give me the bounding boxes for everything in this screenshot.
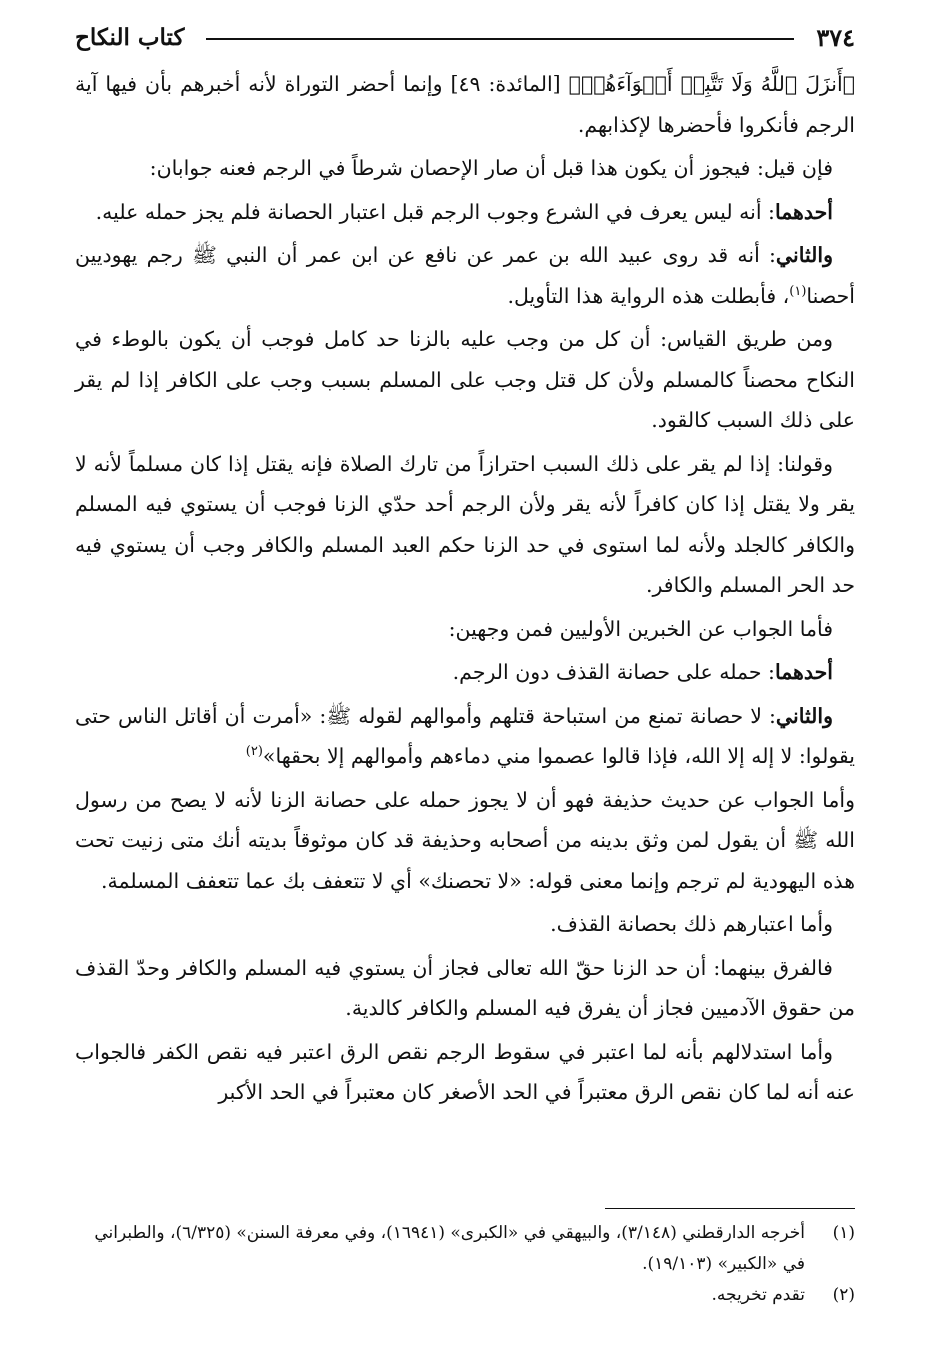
paragraph-text: وأما الجواب عن حديث حذيفة فهو أن لا يجوز حمله على حصانة الزنا لأنه لا يصح من رسول الله ﷺ أن يقول لمن وثق بدينه من أصحابه وحذيفة قد كان موثوقاً بديته أنك متى زنيت تحت هذه اليهودية لم ترجم وإنما معنى قوله: «لا تحصنك» أي لا تتعفف بك عما تتعفف المسلمة. bbox=[75, 787, 855, 893]
main-text bbox=[75, 64, 855, 1113]
footnotes bbox=[75, 1218, 855, 1311]
paragraph-text: وأما استدلالهم بأنه لما اعتبر في سقوط الرجم نقص الرق اعتبر فيه نقص الكفر فالجواب عنه أنه لما كان نقص الرق معتبراً في الحد الأصغر كان معتبراً في الحد الأكبر bbox=[75, 1039, 855, 1104]
header-rule bbox=[206, 38, 794, 40]
paragraph-text: فأما الجواب عن الخبرين الأوليين فمن وجهين: bbox=[448, 616, 833, 641]
footnote bbox=[75, 1280, 855, 1311]
paragraph-lead: أحدهما bbox=[774, 199, 833, 224]
book-title: كتاب النكاح bbox=[75, 23, 185, 51]
paragraph bbox=[75, 192, 855, 233]
footnote-text: تقدم تخريجه. bbox=[711, 1285, 805, 1305]
page-number: ٣٧٤ bbox=[816, 22, 855, 52]
paragraph-text: وقولنا: إذا لم يقر على ذلك السبب احترازاً من تارك الصلاة فإنه يقتل إذا كان مسلماً لأنه لا يقر ولا يقتل إذا كان كافراً لأنه يقر ولأن الرجم أحد حدّي الزنا فوجب أن يستوي فيه المسلم والكافر كالجلد ولأنه لما استوى في حد الزنا حكم العبد المسلم والكافر وجب أن يستوي فيه حد الحر المسلم والكافر. bbox=[75, 451, 855, 597]
paragraph-text: ، فأبطلت هذه الرواية هذا التأويل. bbox=[507, 283, 790, 308]
footnote bbox=[75, 1218, 855, 1280]
paragraph-text: فإن قيل: فيجوز أن يكون هذا قبل أن صار الإحصان شرطاً في الرجم فعنه جوابان: bbox=[149, 156, 833, 180]
paragraph bbox=[75, 609, 855, 650]
paragraph bbox=[75, 148, 855, 189]
page-header bbox=[75, 20, 855, 54]
paragraph-lead: أحدهما bbox=[774, 660, 833, 684]
paragraph bbox=[75, 652, 855, 693]
footnote-ref: (٢) bbox=[245, 744, 263, 760]
paragraph bbox=[75, 780, 855, 902]
paragraph-text: : أنه قد روى عبيد الله بن عمر عن نافع عن ابن عمر أن النبي ﷺ رجم يهوديين أحصنا bbox=[75, 243, 855, 308]
paragraph bbox=[75, 948, 855, 1029]
footnote-separator bbox=[605, 1208, 855, 1209]
paragraph-text: فالفرق بينهما: أن حد الزنا حقّ الله تعالى فجاز أن يستوي فيه المسلم والكافر وحدّ القذف من حقوق الآدميين فجاز أن يفرق فيه المسلم والكافر كالدية. bbox=[75, 955, 855, 1020]
paragraph bbox=[75, 1032, 855, 1113]
paragraph-lead: والثاني bbox=[775, 703, 833, 728]
paragraph bbox=[75, 319, 855, 441]
paragraph bbox=[75, 64, 855, 145]
paragraph-text: وأما اعتبارهم ذلك بحصانة القذف. bbox=[550, 912, 833, 936]
paragraph bbox=[75, 904, 855, 945]
paragraph-text: : أنه ليس يعرف في الشرع وجوب الرجم قبل اعتبار الحصانة فلم يجز حمله عليه. bbox=[95, 199, 775, 224]
paragraph bbox=[75, 696, 855, 777]
paragraph-text: : حمله على حصانة القذف دون الرجم. bbox=[452, 660, 775, 684]
footnote-text: أخرجه الدارقطني (٣/١٤٨)، والبيهقي في «الكبرى» (١٦٩٤١)، وفي معرفة السنن» (٦/٣٢٥)، والطبراني في «الكبير» (١٩/١٠٣). bbox=[94, 1223, 805, 1274]
footnote-ref: (١) bbox=[789, 283, 807, 299]
footnote-number: (١) bbox=[832, 1223, 855, 1243]
paragraph-lead: والثاني bbox=[775, 243, 833, 267]
paragraph bbox=[75, 235, 855, 316]
footnote-number: (٢) bbox=[832, 1285, 855, 1305]
paragraph-text: ﴿أَنزَلَ ٱللَّهُ وَلَا تَتَّبِعۡ أَهۡوَآءَهُمۡ﴾ [المائدة: ٤٩] وإنما أحضر التوراة لأنه أخبرهم بأن فيها آية الرجم فأنكروا فأحضرها لإكذابهم. bbox=[75, 72, 856, 137]
paragraph-text: ومن طريق القياس: أن كل من وجب عليه بالزنا حد كامل فوجب أن يكون بالوطء في النكاح محصناً كالمسلم ولأن كل قتل وجب على المسلم بسبب وجب على الكافر إذا لم يقر على ذلك السبب كالقود. bbox=[75, 327, 855, 432]
paragraph bbox=[75, 444, 855, 606]
paragraph-text: : لا حصانة تمنع من استباحة قتلهم وأموالهم لقوله ﷺ: «أمرت أن أقاتل الناس حتى يقولوا: لا إله إلا الله، فإذا قالوا عصموا مني دماءهم وأموالهم إلا بحقها» bbox=[75, 703, 855, 768]
